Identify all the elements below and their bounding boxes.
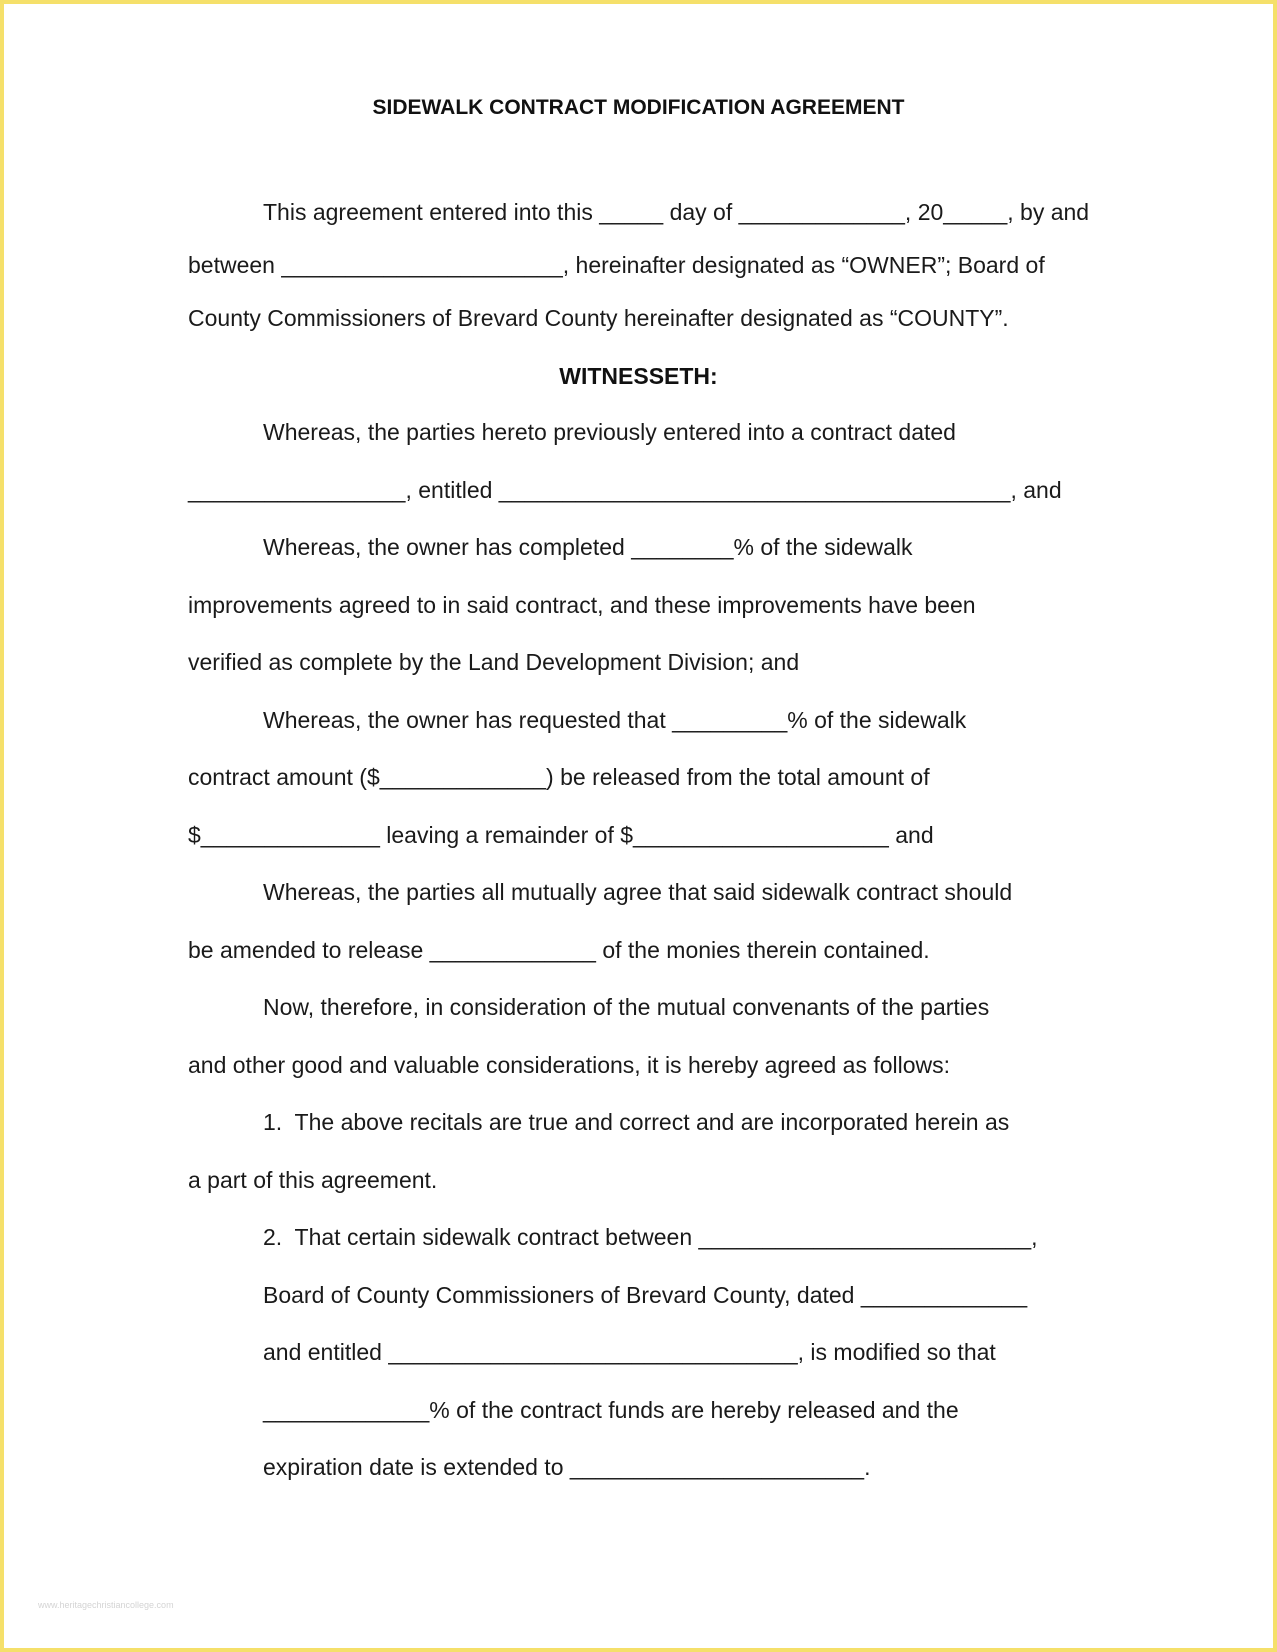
paragraph-line: Whereas, the owner has requested that _________% of the sidewalk <box>263 707 967 733</box>
paragraph-line: 1. The above recitals are true and correct and are incorporated herein as <box>263 1109 1010 1135</box>
paragraph-line: and entitled ________________________________, is modified so that <box>263 1339 996 1365</box>
paragraph-line: This agreement entered into this _____ day of _____________, 20_____, by and <box>263 199 1090 225</box>
paragraph-line: County Commissioners of Brevard County hereinafter designated as “COUNTY”. <box>188 305 1009 331</box>
paragraph-line: a part of this agreement. <box>188 1167 438 1193</box>
paragraph-line: Board of County Commissioners of Brevard County, dated _____________ <box>263 1282 1028 1308</box>
paragraph-line: 2. That certain sidewalk contract between __________________________, <box>263 1224 1038 1250</box>
paragraph-line: between ______________________, hereinafter designated as “OWNER”; Board of <box>188 252 1045 278</box>
paragraph-line: _____________% of the contract funds are hereby released and the <box>263 1397 959 1423</box>
document-title: SIDEWALK CONTRACT MODIFICATION AGREEMENT <box>372 96 905 119</box>
paragraph-line: Whereas, the owner has completed ________% of the sidewalk <box>263 534 913 560</box>
paragraph-line: Whereas, the parties all mutually agree that said sidewalk contract should <box>263 879 1013 905</box>
paragraph-line: expiration date is extended to _______________________. <box>263 1454 871 1480</box>
paragraph-line: Now, therefore, in consideration of the mutual convenants of the parties <box>263 994 990 1020</box>
paragraph-line: _________________, entitled ________________________________________, and <box>188 477 1062 503</box>
witnesseth-heading: WITNESSETH: <box>559 363 718 389</box>
paragraph-line: and other good and valuable considerations, it is hereby agreed as follows: <box>188 1052 951 1078</box>
paragraph-line: contract amount ($_____________) be released from the total amount of <box>188 764 930 790</box>
watermark-text: www.heritagechristiancollege.com <box>38 1600 174 1610</box>
paragraph-line: improvements agreed to in said contract, and these improvements have been <box>188 592 976 618</box>
paragraph-line: verified as complete by the Land Development Division; and <box>188 649 800 675</box>
paragraph-line: $______________ leaving a remainder of $____________________ and <box>188 822 934 848</box>
paragraph-line: Whereas, the parties hereto previously entered into a contract dated <box>263 419 956 445</box>
paragraph-line: be amended to release _____________ of the monies therein contained. <box>188 937 930 963</box>
